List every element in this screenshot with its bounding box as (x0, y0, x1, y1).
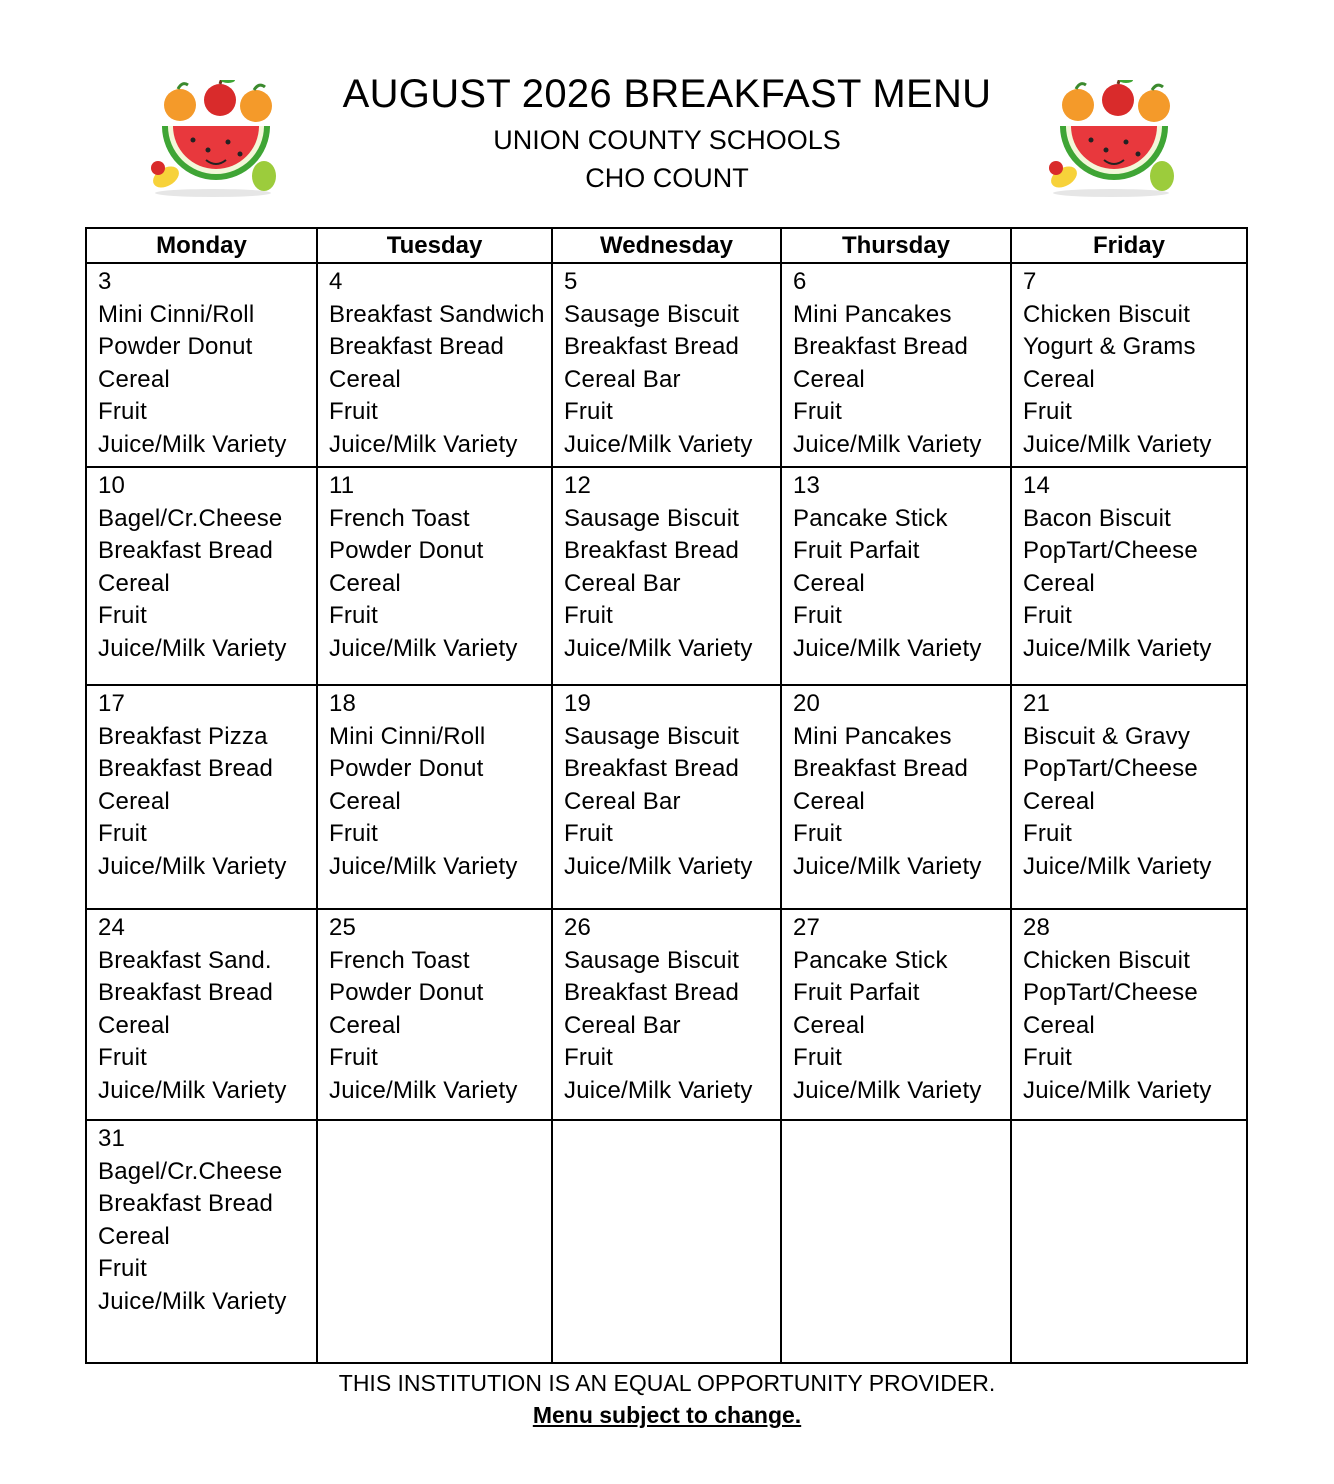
menu-item: Sausage Biscuit (564, 504, 740, 532)
menu-item: Cereal Bar (564, 569, 681, 597)
menu-item: Juice/Milk Variety (1023, 430, 1212, 458)
menu-item: Fruit Parfait (793, 979, 920, 1006)
menu-item: French Toast (329, 504, 470, 532)
day-number: 14 (1023, 472, 1051, 499)
day-number: 7 (1023, 268, 1037, 295)
menu-item: Fruit (329, 602, 378, 629)
menu-item: Cereal (1023, 365, 1095, 393)
menu-item: Chicken Biscuit (1023, 300, 1191, 328)
menu-item: Cereal (793, 787, 865, 815)
day-number: 4 (329, 268, 343, 295)
menu-item: Breakfast Bread (98, 537, 274, 564)
week-row (86, 467, 1247, 685)
weekday-header-row (86, 228, 1247, 263)
menu-item: Mini Pancakes (793, 300, 952, 328)
weekday-header: Monday (86, 228, 317, 263)
day-number: 12 (564, 472, 592, 499)
menu-item: Juice/Milk Variety (329, 852, 518, 880)
day-cell (552, 1120, 781, 1363)
menu-item: Mini Cinni/Roll (329, 722, 486, 750)
menu-item: Cereal (1023, 1011, 1095, 1039)
menu-item: Fruit (98, 1044, 147, 1071)
menu-item: Fruit (329, 1044, 378, 1071)
menu-item: Breakfast Bread (98, 1190, 274, 1217)
menu-item: Cereal (793, 569, 865, 597)
menu-item: Cereal Bar (564, 365, 681, 393)
day-number: 10 (98, 472, 126, 499)
menu-item: Fruit (98, 1255, 147, 1282)
menu-item: Juice/Milk Variety (329, 1076, 518, 1104)
menu-item: Juice/Milk Variety (98, 1076, 287, 1104)
day-number: 11 (329, 472, 355, 499)
weekday-header: Tuesday (317, 228, 552, 263)
menu-item: Fruit (329, 398, 378, 425)
menu-item: Breakfast Bread (793, 333, 969, 360)
day-number: 13 (793, 472, 821, 499)
menu-item: Breakfast Bread (564, 979, 740, 1006)
day-number: 17 (98, 690, 126, 717)
menu-item: Juice/Milk Variety (793, 634, 982, 662)
menu-item: Fruit (564, 398, 613, 425)
fruit-watermelon-clipart-icon (1046, 80, 1176, 200)
menu-item: Biscuit & Gravy (1023, 722, 1191, 750)
menu-item: Fruit (1023, 398, 1072, 425)
menu-item: Mini Cinni/Roll (98, 300, 255, 328)
menu-item: Juice/Milk Variety (793, 1076, 982, 1104)
menu-item: Bagel/Cr.Cheese (98, 504, 283, 532)
menu-item: Powder Donut (329, 537, 484, 564)
menu-item: Cereal (793, 365, 865, 393)
menu-item: Fruit (793, 820, 842, 847)
menu-item: Juice/Milk Variety (98, 1287, 287, 1315)
menu-item: Fruit (1023, 1044, 1072, 1071)
menu-item: PopTart/Cheese (1023, 755, 1198, 782)
menu-item: Juice/Milk Variety (1023, 634, 1212, 662)
day-number: 24 (98, 914, 126, 941)
day-number: 21 (1023, 690, 1051, 717)
menu-item: Cereal (329, 569, 401, 597)
menu-item: Juice/Milk Variety (98, 852, 287, 880)
day-number: 26 (564, 914, 592, 941)
day-cell (86, 1120, 317, 1363)
menu-item: Cereal (98, 569, 170, 597)
day-number: 27 (793, 914, 821, 941)
menu-item: Fruit (1023, 820, 1072, 847)
menu-item: Juice/Milk Variety (329, 634, 518, 662)
menu-item: Breakfast Bread (98, 979, 274, 1006)
menu-item: Juice/Milk Variety (329, 430, 518, 458)
menu-item: Fruit (329, 820, 378, 847)
week-row (86, 909, 1247, 1120)
menu-item: Cereal (98, 1011, 170, 1039)
menu-item: Fruit (793, 602, 842, 629)
day-number: 20 (793, 690, 821, 717)
menu-item: Fruit (98, 820, 147, 847)
menu-item: Juice/Milk Variety (98, 430, 287, 458)
day-cell (317, 263, 552, 467)
menu-item: Fruit (98, 398, 147, 425)
menu-item: PopTart/Cheese (1023, 537, 1198, 564)
menu-item: Pancake Stick (793, 946, 948, 974)
menu-item: Breakfast Bread (564, 537, 740, 564)
menu-item: Cereal (1023, 569, 1095, 597)
menu-item: Juice/Milk Variety (564, 852, 753, 880)
menu-item: Mini Pancakes (793, 722, 952, 750)
menu-item: Cereal (793, 1011, 865, 1039)
menu-change-notice: Menu subject to change. (532, 1402, 802, 1428)
menu-item: Breakfast Bread (564, 333, 740, 360)
menu-item: Juice/Milk Variety (1023, 1076, 1212, 1104)
day-cell (781, 909, 1011, 1120)
menu-item: Cereal (98, 787, 170, 815)
day-number: 6 (793, 268, 807, 295)
menu-item: Fruit (564, 602, 613, 629)
menu-item: Cereal (329, 1011, 401, 1039)
day-number: 31 (98, 1125, 126, 1152)
day-cell (552, 263, 781, 467)
menu-item: Bacon Biscuit (1023, 504, 1172, 532)
day-cell (552, 685, 781, 909)
menu-item: Juice/Milk Variety (1023, 852, 1212, 880)
weekday-header: Thursday (781, 228, 1011, 263)
menu-item: Cereal Bar (564, 787, 681, 815)
menu-item: Breakfast Bread (793, 755, 969, 782)
menu-item: Juice/Milk Variety (564, 634, 753, 662)
day-cell (86, 467, 317, 685)
day-cell (552, 467, 781, 685)
day-cell (781, 263, 1011, 467)
day-number: 18 (329, 690, 357, 717)
day-cell (86, 909, 317, 1120)
week-row (86, 1120, 1247, 1363)
menu-item: Juice/Milk Variety (564, 1076, 753, 1104)
menu-item: Sausage Biscuit (564, 946, 740, 974)
menu-item: Juice/Milk Variety (793, 430, 982, 458)
day-cell (317, 1120, 552, 1363)
menu-item: Juice/Milk Variety (793, 852, 982, 880)
page-title: AUGUST 2026 BREAKFAST MENU (342, 72, 992, 116)
day-cell (1011, 467, 1247, 685)
menu-item: Breakfast Sandwich (329, 300, 545, 328)
week-row (86, 263, 1247, 467)
menu-item: Breakfast Bread (98, 755, 274, 782)
weekday-header: Wednesday (552, 228, 781, 263)
weekday-header: Friday (1011, 228, 1247, 263)
day-cell (1011, 1120, 1247, 1363)
menu-subtitle: CHO COUNT (585, 163, 749, 193)
menu-item: PopTart/Cheese (1023, 979, 1198, 1006)
day-number: 25 (329, 914, 357, 941)
menu-item: Breakfast Bread (564, 755, 740, 782)
day-number: 5 (564, 268, 578, 295)
menu-item: Cereal (98, 365, 170, 393)
menu-item: Cereal (329, 787, 401, 815)
menu-item: Cereal (1023, 787, 1095, 815)
menu-item: Breakfast Bread (329, 333, 505, 360)
day-number: 3 (98, 268, 112, 295)
school-district-name: UNION COUNTY SCHOOLS (493, 125, 841, 155)
menu-item: Powder Donut (98, 333, 253, 360)
menu-item: Fruit (793, 398, 842, 425)
menu-item: Chicken Biscuit (1023, 946, 1191, 974)
day-cell (317, 909, 552, 1120)
menu-item: Pancake Stick (793, 504, 948, 532)
week-row (86, 685, 1247, 909)
menu-item: Cereal (329, 365, 401, 393)
day-cell (1011, 685, 1247, 909)
menu-item: Powder Donut (329, 979, 484, 1006)
menu-item: Breakfast Pizza (98, 722, 268, 750)
menu-calendar (85, 227, 1248, 1364)
menu-item: Fruit (1023, 602, 1072, 629)
menu-item: Breakfast Sand. (98, 946, 272, 974)
day-cell (317, 467, 552, 685)
day-cell (552, 909, 781, 1120)
menu-item: Cereal (98, 1222, 170, 1250)
menu-item: Fruit Parfait (793, 537, 920, 564)
menu-item: Yogurt & Grams (1023, 333, 1196, 360)
menu-item: Sausage Biscuit (564, 722, 740, 750)
day-cell (781, 467, 1011, 685)
menu-item: Fruit (793, 1044, 842, 1071)
menu-item: Juice/Milk Variety (564, 430, 753, 458)
day-number: 19 (564, 690, 592, 717)
day-number: 28 (1023, 914, 1051, 941)
day-cell (781, 1120, 1011, 1363)
day-cell (1011, 263, 1247, 467)
menu-item: Bagel/Cr.Cheese (98, 1157, 283, 1185)
day-cell (86, 685, 317, 909)
menu-item: Cereal Bar (564, 1011, 681, 1039)
day-cell (317, 685, 552, 909)
day-cell (86, 263, 317, 467)
menu-item: Fruit (564, 820, 613, 847)
menu-item: Sausage Biscuit (564, 300, 740, 328)
day-cell (781, 685, 1011, 909)
day-cell (1011, 909, 1247, 1120)
menu-item: Juice/Milk Variety (98, 634, 287, 662)
menu-item: Fruit (564, 1044, 613, 1071)
menu-item: Powder Donut (329, 755, 484, 782)
menu-item: French Toast (329, 946, 470, 974)
equal-opportunity-statement: THIS INSTITUTION IS AN EQUAL OPPORTUNITY PROVIDER. (338, 1370, 996, 1396)
menu-item: Fruit (98, 602, 147, 629)
